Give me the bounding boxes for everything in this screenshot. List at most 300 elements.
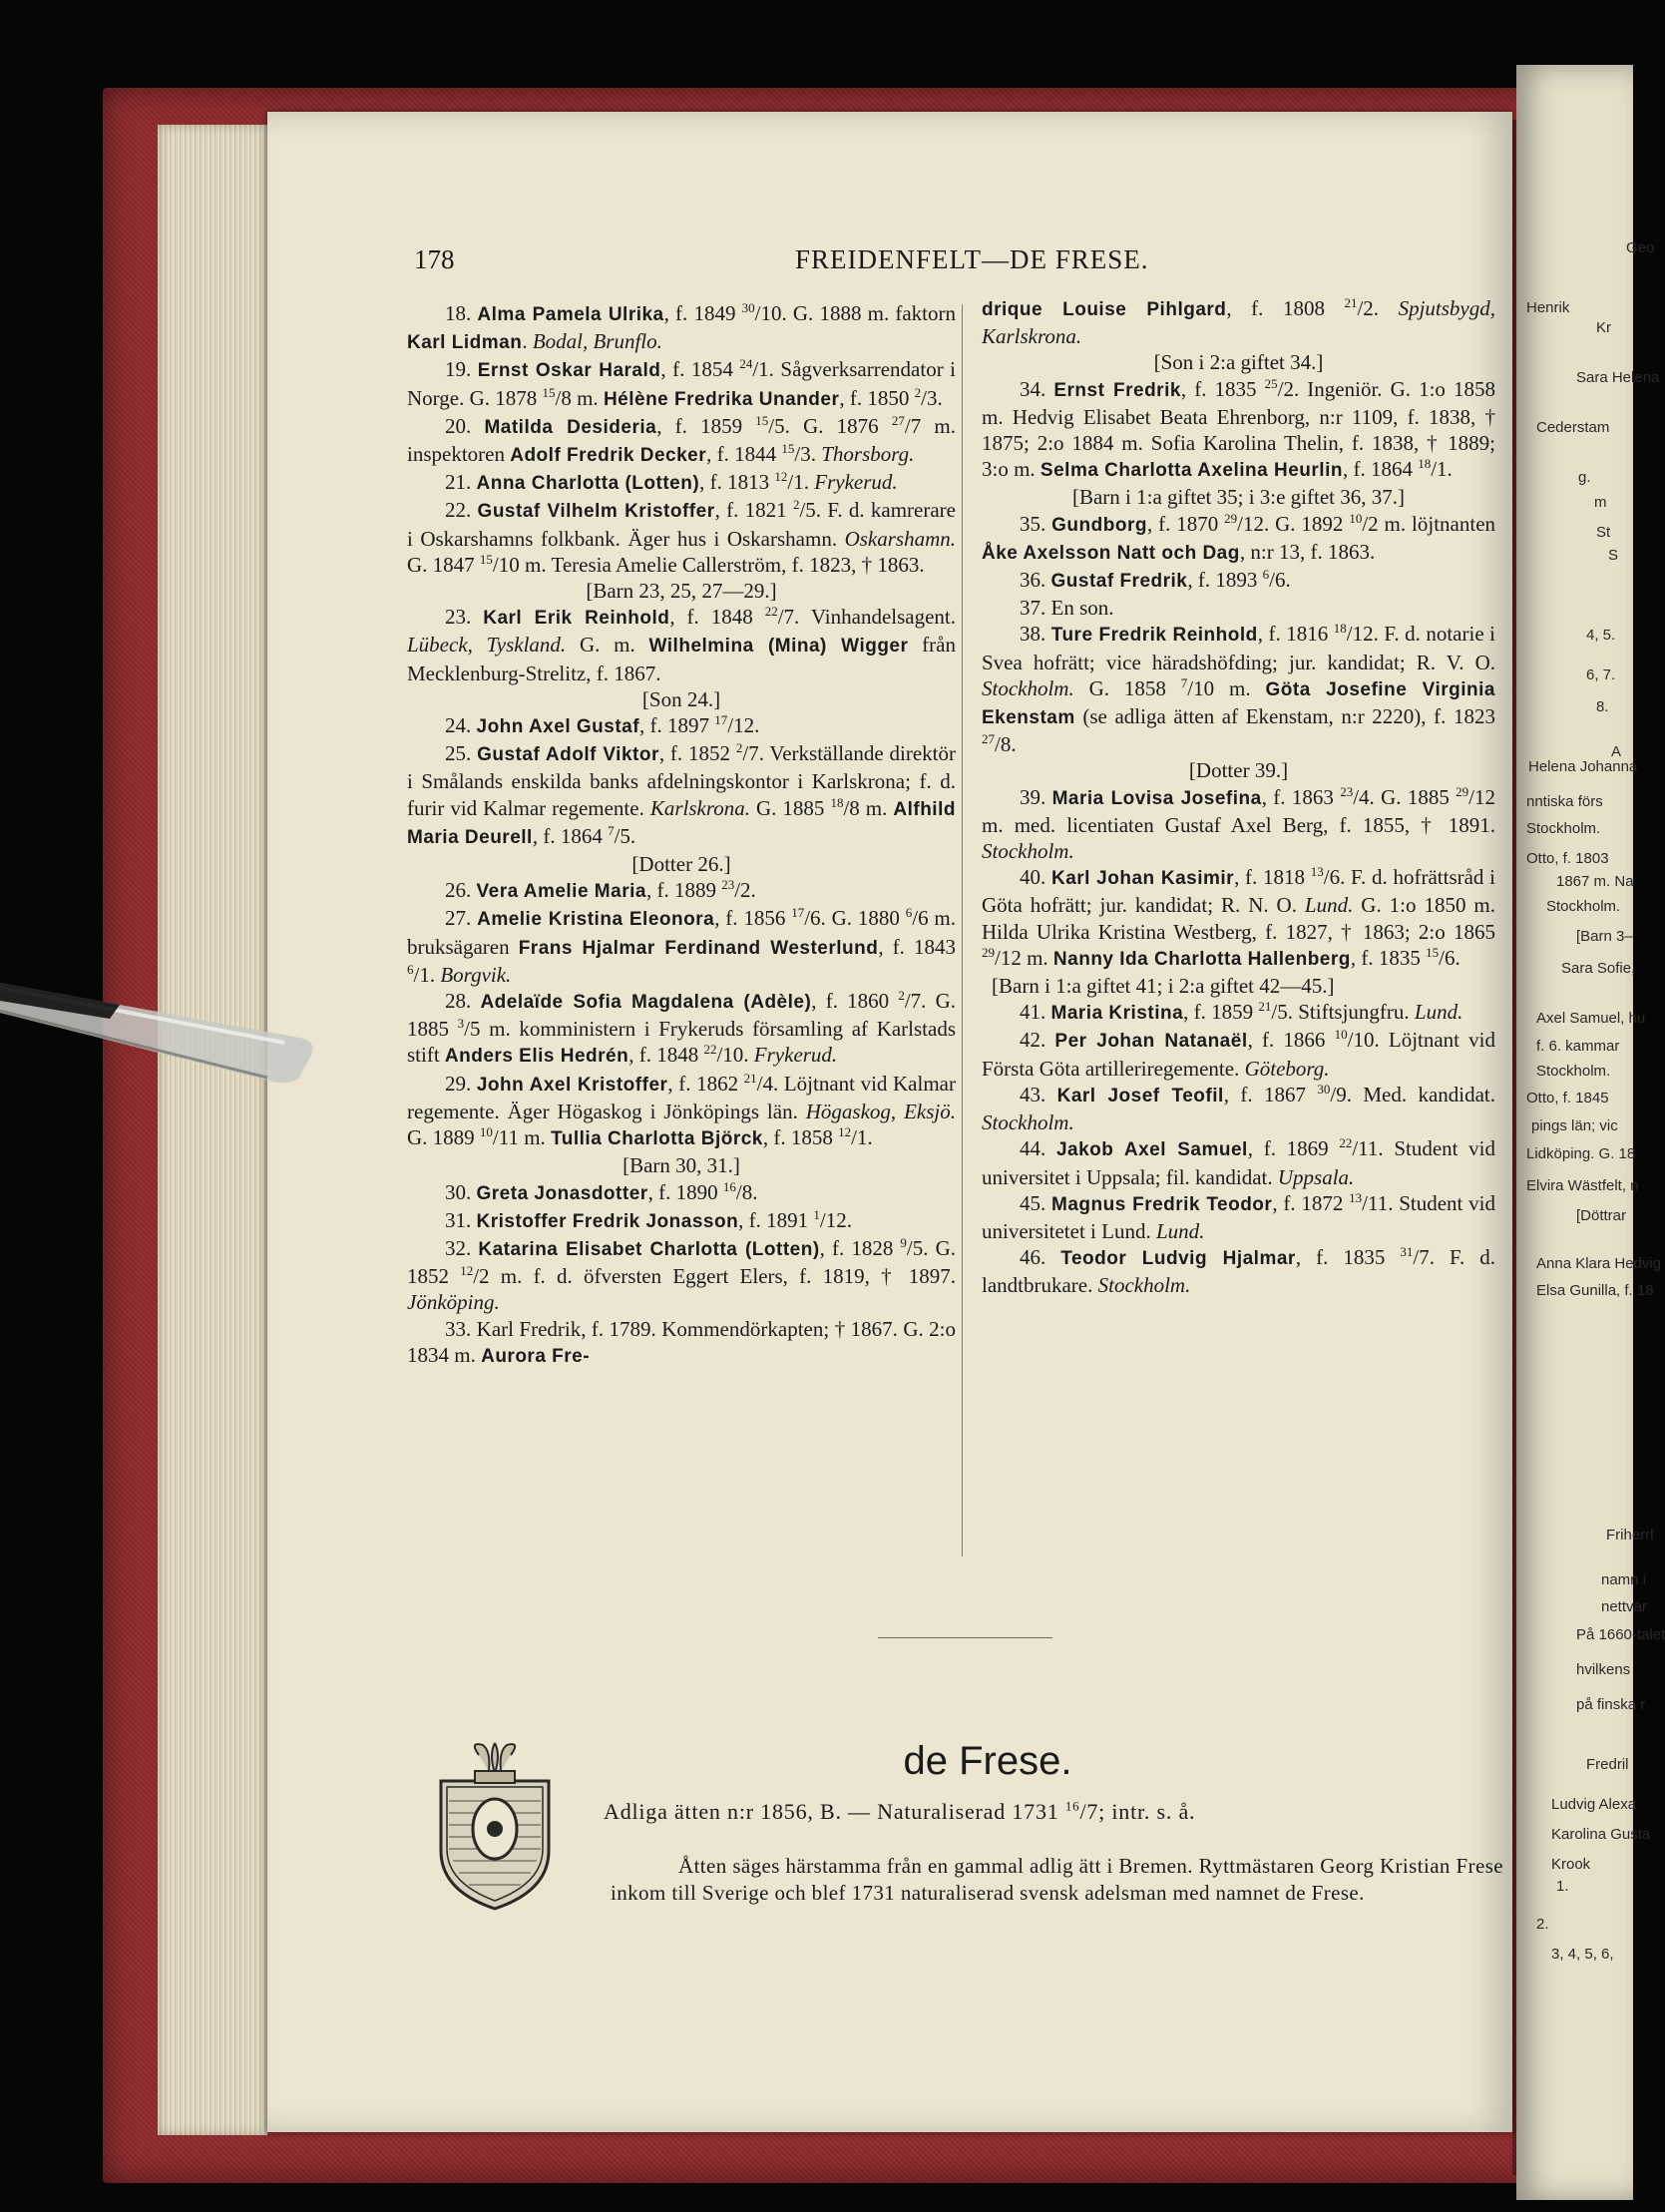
date-day: 12 (460, 1263, 474, 1279)
place-name: Jönköping. (407, 1290, 500, 1315)
person-name: Amelie Kristina Eleonora (477, 909, 715, 931)
person-name: Jakob Axel Samuel (1055, 1139, 1248, 1161)
facing-page-text: Axel Samuel, hu (1536, 1010, 1646, 1027)
place-name: Stockholm. (982, 839, 1074, 864)
entry-text: /12 m. med. licentiaten Gustaf Axel Berg, f. 1855, † 1891. (982, 784, 1496, 837)
entry-number: 43. (1020, 1082, 1046, 1106)
entry-number: 46. (1020, 1245, 1046, 1270)
date-day: 23 (721, 877, 735, 893)
entry-text: , f. 1897 (639, 713, 715, 738)
entry-number: 39. (1020, 784, 1046, 809)
genealogy-entry (982, 1082, 1495, 1135)
entry-text: /5. (614, 823, 636, 848)
facing-page-text: pings län; vic (1531, 1117, 1618, 1134)
facing-page-text: Stockholm. (1536, 1063, 1611, 1080)
right-column (982, 295, 1495, 1299)
facing-page-text: Karolina Gusta (1551, 1826, 1651, 1843)
issue-note: [Barn i 1:a giftet 41; i 2:a giftet 42—45.] (992, 974, 1335, 999)
entry-text: , f. 1854 (660, 357, 740, 382)
date-day: 6 (905, 905, 913, 921)
entry-text: /1. (787, 470, 815, 495)
date-day: 23 (1340, 783, 1354, 799)
facing-page-text: Krook (1551, 1856, 1591, 1873)
issue-note: [Son i 2:a giftet 34.] (1153, 350, 1324, 375)
entry-text: /6 m. bruksägaren (407, 906, 957, 959)
entry-text: G. m. (566, 633, 649, 658)
entry-number: 31. (445, 1207, 472, 1232)
entry-text: /6. (1269, 568, 1291, 593)
date-day: 12 (838, 1124, 852, 1140)
genealogy-entry (407, 469, 956, 497)
entry-text: En son. (1050, 596, 1114, 621)
genealogy-entry (407, 988, 956, 1071)
entry-text: , f. 1813 (699, 470, 775, 495)
entry-number: 34. (1020, 376, 1046, 401)
entry-text: /3. (921, 385, 943, 410)
person-name: Teodor Ludvig Hjalmar (1060, 1248, 1296, 1270)
person-name: Selma Charlotta Axelina Heurlin (1040, 460, 1343, 482)
place-name: Oskarshamn. (844, 526, 956, 551)
genealogy-entry (982, 1244, 1495, 1298)
person-name: Hélène Fredrika Unander (603, 388, 840, 410)
entry-text: G. 1858 (1073, 675, 1181, 700)
date-day: 10 (1349, 510, 1363, 526)
facing-page-text: 2. (1536, 1916, 1549, 1933)
entry-text: , f. 1821 (714, 498, 793, 523)
person-name: Karl Erik Reinhold (483, 608, 670, 630)
entry-text: /2 m. löjtnanten (1362, 511, 1496, 536)
place-name: Stockholm. (1097, 1273, 1191, 1298)
entry-text: , f. 1858 (762, 1125, 839, 1150)
date-day: 9 (900, 1234, 907, 1250)
facing-page-text: 6, 7. (1586, 666, 1616, 683)
entry-number: 25. (445, 741, 472, 766)
facing-page-text: Elsa Gunilla, f. 18 (1536, 1282, 1654, 1299)
facing-page-text: A (1611, 743, 1622, 760)
genealogy-entry (407, 604, 956, 686)
person-name: Karl Johan Kasimir (1050, 868, 1235, 890)
entry-text: /10. G. 1888 m. faktorn (754, 301, 957, 325)
entry-text: /1. Sågverksarrendator i Norge. G. 1878 (407, 357, 957, 410)
entry-text: , f. 1835 (1180, 376, 1265, 401)
genealogy-entry (982, 999, 1495, 1027)
facing-page-text: på finska r (1576, 1696, 1646, 1713)
facing-page-text: g. (1578, 469, 1591, 486)
entry-text: /1. (413, 962, 441, 987)
date-day: 22 (764, 604, 778, 620)
facing-page-text: nntiska förs (1526, 793, 1603, 810)
person-name: Katarina Elisabet Charlotta (Lotten) (478, 1238, 820, 1260)
entry-text: /8 m. (555, 385, 604, 410)
date-day: 2 (898, 988, 905, 1004)
date-day: 31 (1400, 1244, 1414, 1260)
person-name: Gustaf Adolf Viktor (477, 744, 659, 766)
entry-text: /1. (851, 1125, 873, 1150)
entry-text: , f. 1869 (1247, 1136, 1340, 1161)
date-day: 15 (755, 412, 769, 428)
entry-text: , f. 1866 (1247, 1028, 1335, 1053)
genealogy-entry (407, 1207, 956, 1235)
facing-page-text: Helena Johanna (1528, 758, 1638, 775)
person-name: Alma Pamela Ulrika (477, 304, 664, 325)
entry-text: , f. 1863 (1261, 784, 1341, 809)
entry-text: /12. F. d. notarie i Svea hofrätt; vice häradshöfding; jur. kandidat; R. V. O. (982, 622, 1495, 674)
facing-page-text: [Barn 3– (1576, 928, 1633, 945)
date-day: 6 (407, 961, 414, 977)
entry-text: G. 1885 (750, 795, 831, 820)
place-name: Karlskrona. (649, 795, 750, 820)
entry-number: 35. (1020, 511, 1046, 536)
date-day: 7 (1180, 674, 1188, 690)
family-subtitle: Adliga ätten n:r 1856, B. — Naturaliserad 1731 $^{16}$/7; intr. s. å. (604, 1798, 1196, 1824)
entry-text: , f. 1835 (1295, 1245, 1401, 1270)
facing-page-text: Otto, f. 1803 (1526, 850, 1609, 867)
entry-number: 29. (445, 1071, 472, 1096)
genealogy-entry (982, 567, 1495, 595)
date-day: 1 (813, 1206, 820, 1222)
date-day: 2 (735, 740, 743, 756)
entry-text: G. 1:o 1850 m. Hilda Ulrika Kristina Westberg, f. 1827, † 1863; 2:o 1865 (982, 893, 1495, 944)
entry-text: /2. Ingeniör. G. 1:o 1858 m. Hedvig Elisabet Beata Ehrenborg, n:r 1109, f. 1838, † 1875; 2:o 1884 m. Sofia Karolina Thelin, f. 1838, † 1889; 3:o m. (982, 376, 1495, 482)
date-day: 12 (774, 469, 788, 485)
entry-number: 21. (445, 470, 472, 495)
person-name: Anders Elis Hedrén (444, 1046, 629, 1068)
facing-page-text: Ludvig Alexa (1551, 1796, 1637, 1813)
entry-number: 27. (445, 906, 472, 931)
date-day: 2 (792, 497, 800, 513)
entry-number: 37. (1020, 596, 1046, 621)
entry-text: /10. (716, 1043, 754, 1068)
entry-text: . (522, 329, 533, 354)
person-name: Greta Jonasdotter (476, 1182, 648, 1204)
facing-page-text: Kr (1596, 319, 1611, 336)
date-day: 29 (1224, 510, 1238, 526)
person-name: Maria Kristina (1050, 1003, 1184, 1025)
facing-page-text: St (1596, 524, 1611, 541)
person-name: Frans Hjalmar Ferdinand Westerlund (518, 937, 879, 959)
entry-text: , f. 1889 (645, 878, 722, 903)
place-name: Högaskog, Eksjö. (805, 1099, 956, 1123)
date-day: 17 (714, 712, 728, 728)
entry-number: 38. (1020, 622, 1046, 647)
place-name: Göteborg. (1244, 1056, 1330, 1081)
person-name: Aurora Fre- (481, 1345, 591, 1367)
entry-text: , f. 1816 (1257, 622, 1334, 647)
person-name: Adolf Fredrik Decker (510, 445, 707, 467)
entry-text: /2. (734, 878, 756, 903)
entry-text: /6. F. d. hofrättsråd i Göta hofrätt; jur. kandidat; R. N. O. (982, 865, 1495, 918)
gutter (1512, 120, 1516, 2175)
entry-text: G. 1889 (407, 1125, 480, 1150)
genealogy-entry (982, 295, 1495, 349)
entry-text: , f. 1859 (656, 413, 756, 438)
entry-text: /8. (735, 1179, 758, 1204)
facing-page-text: Elvira Wästfelt, n (1526, 1177, 1639, 1194)
place-name: Frykerud. (814, 470, 898, 495)
person-name: Wilhelmina (Mina) Wigger (648, 636, 909, 658)
entry-text: /12. (727, 713, 760, 738)
date-day: 10 (479, 1124, 493, 1140)
place-name: Borgvik. (440, 962, 512, 987)
person-name: Göta Josefine Virginia Ekenstam (982, 678, 1496, 729)
genealogy-entry (407, 712, 956, 740)
entry-text: , f. 1870 (1146, 511, 1225, 536)
entry-text: , f. 1848 (628, 1043, 704, 1068)
entry-number: 33. (445, 1316, 472, 1341)
entry-text: /5 m. komministern i Frykeruds församling af Karlstads stift (407, 1017, 957, 1068)
entry-text: , f. 1818 (1234, 865, 1311, 890)
date-day: 25 (1264, 375, 1278, 391)
date-day: 27 (982, 731, 995, 747)
person-name: Gustaf Vilhelm Kristoffer (477, 501, 715, 523)
date-day: 17 (791, 905, 805, 921)
person-name: Maria Lovisa Josefina (1051, 787, 1262, 809)
facing-page-text: Stockholm. (1546, 898, 1621, 915)
place-name: Lund. (1155, 1218, 1205, 1243)
entry-text: , f. 1848 (669, 605, 765, 630)
facing-page-text: nettvär (1601, 1598, 1647, 1615)
facing-page-text: Cederstam (1536, 419, 1610, 436)
person-name: Ture Fredrik Reinhold (1050, 625, 1258, 647)
facing-page-text: hvilkens (1576, 1661, 1631, 1678)
person-name: Nanny Ida Charlotta Hallenberg (1052, 948, 1351, 970)
entry-text: /11 m. (492, 1125, 552, 1150)
entry-number: 26. (445, 878, 472, 903)
date-day: 15 (542, 384, 556, 400)
entry-number: 23. (445, 605, 472, 630)
entry-number: 22. (445, 498, 472, 523)
person-name: Ernst Oskar Harald (477, 360, 661, 382)
place-name: Stockholm. (982, 1110, 1074, 1135)
family-title: de Frese. (903, 1739, 1072, 1783)
date-day: 15 (1426, 944, 1440, 960)
entry-text: , f. 1891 (738, 1207, 814, 1232)
date-day: 29 (982, 944, 995, 960)
coat-of-arms-icon (429, 1741, 561, 1911)
family-description: Åtten säges härstamma från en gammal adlig ätt i Bremen. Ryttmästaren Georg Kristian Frese inkom till Sverige och blef 1731 naturaliserad svensk adelsman med namnet de Frese. (611, 1854, 1503, 1905)
genealogy-entry (407, 300, 956, 356)
entry-text: /12. (819, 1207, 853, 1232)
entry-text: , n:r 13, f. 1863. (1239, 539, 1376, 564)
genealogy-entry (407, 413, 956, 469)
entry-text: Karl Fredrik (476, 1316, 582, 1341)
date-day: 29 (1456, 783, 1469, 799)
genealogy-entry (982, 595, 1495, 621)
place-name: Uppsala. (1277, 1164, 1355, 1189)
entry-number: 44. (1020, 1136, 1046, 1161)
entry-text: , f. 1835 (1350, 945, 1427, 970)
facing-page-text: Geo (1626, 239, 1655, 256)
entry-number: 24. (445, 713, 472, 738)
place-name: Stockholm. (982, 675, 1074, 700)
entry-text: (se adliga ätten af Ekenstam, n:r 2220), f. 1823 (1074, 704, 1495, 729)
facing-page-text: Otto, f. 1845 (1526, 1090, 1609, 1106)
page-edges (158, 125, 267, 2135)
date-day: 15 (479, 551, 493, 567)
facing-page-text: 8. (1596, 698, 1609, 715)
entry-text: /8 m. (843, 795, 894, 820)
entry-number: 30. (445, 1179, 472, 1204)
entry-text: /5. G. 1876 (768, 413, 892, 438)
facing-page (1516, 65, 1665, 2200)
date-day: 13 (1349, 1189, 1363, 1205)
entry-number: 19. (445, 357, 472, 382)
person-name: Karl Lidman (407, 332, 523, 354)
person-name: Ernst Fredrik (1053, 379, 1181, 401)
person-name: John Axel Gustaf (476, 716, 640, 738)
entry-text: /2 m. f. d. öfversten Eggert Elers, f. 1819, † 1897. (473, 1264, 956, 1289)
date-day: 21 (1258, 999, 1272, 1015)
section-rule (878, 1637, 1052, 1638)
place-name: Thorsborg. (821, 442, 915, 467)
facing-page-text: 3, 4, 5, 6, (1551, 1946, 1614, 1963)
entry-text: , f. 1852 (658, 741, 736, 766)
entry-text: /9. Med. kandidat. (1330, 1082, 1496, 1106)
entry-number: 28. (445, 989, 472, 1014)
entry-text: , f. 1850 (839, 385, 915, 410)
place-name: Bodal, Brunflo. (532, 329, 662, 354)
entry-text: , f. 1844 (706, 442, 782, 467)
entry-text: /12. G. 1892 (1237, 511, 1350, 536)
entry-text: /1. (1431, 457, 1453, 482)
genealogy-entry (982, 864, 1495, 973)
entry-text: /6. G. 1880 (804, 906, 906, 931)
date-day: 15 (781, 441, 795, 457)
entry-text: , f. 1859 (1183, 1000, 1259, 1025)
entry-text: /11. Student vid universitet i Uppsala; fil. kandidat. (982, 1136, 1496, 1189)
entry-text: /7 m. inspektoren (407, 413, 957, 467)
entry-text: , f. 1864 (532, 823, 609, 848)
facing-page-text: På 1660-talet (1576, 1626, 1665, 1643)
entry-text: /5. G. 1852 (407, 1235, 957, 1289)
pointer-stick-icon (0, 983, 319, 1093)
date-day: 30 (741, 300, 755, 315)
entry-text: , f. 1860 (811, 989, 899, 1014)
genealogy-entry (407, 877, 956, 905)
facing-page-text: Henrik (1526, 299, 1570, 316)
date-day: 18 (830, 794, 844, 810)
entry-text: , f. 1808 (1226, 296, 1345, 320)
entry-number: 32. (445, 1235, 472, 1260)
person-name: Alfhild Maria Deurell (407, 798, 956, 848)
date-day: 2 (914, 384, 922, 400)
facing-page-text: namn i (1601, 1571, 1647, 1588)
person-name: Vera Amelie Maria (476, 881, 646, 903)
entry-text: , f. 1856 (714, 906, 792, 931)
person-name: Adelaïde Sofia Magdalena (Adèle) (480, 992, 812, 1014)
date-day: 13 (1310, 864, 1324, 880)
place-name: Lund. (1304, 893, 1354, 918)
date-day: 21 (743, 1070, 757, 1086)
date-day: 18 (1333, 621, 1347, 637)
entry-text: /10 m. Teresia Amelie Callerström, f. 1823, † 1863. (492, 552, 925, 577)
entry-text: /7. G. 1885 (407, 989, 957, 1042)
genealogy-entry (982, 1135, 1495, 1189)
entry-text: , f. 1849 (663, 301, 742, 325)
column-divider (962, 304, 963, 1556)
date-day: 21 (1344, 295, 1358, 310)
person-name: Kristoffer Fredrik Jonasson (476, 1210, 739, 1232)
facing-page-text: Friherrl (1606, 1527, 1654, 1544)
person-name: Magnus Fredrik Teodor (1051, 1193, 1273, 1215)
date-day: 10 (1334, 1027, 1348, 1043)
date-day: 3 (457, 1016, 465, 1032)
facing-page-text: Lidköping. G. 18 (1526, 1145, 1636, 1162)
facing-page-text: Anna Klara Hedvig (1536, 1255, 1662, 1272)
genealogy-entry (407, 1316, 956, 1370)
facing-page-text: f. 6. kammar (1536, 1038, 1620, 1055)
genealogy-entry (407, 497, 956, 578)
date-day: 18 (1418, 456, 1432, 472)
facing-page-text: m (1594, 494, 1607, 511)
person-name: Gustaf Fredrik (1050, 571, 1188, 593)
person-name: Tullia Charlotta Björck (551, 1128, 763, 1150)
entry-text: /10. Löjtnant vid Första Göta artilleriregemente. (982, 1028, 1496, 1081)
entry-text: , f. 1890 (647, 1179, 723, 1204)
entry-number: 45. (1020, 1190, 1046, 1215)
date-day: 6 (1262, 567, 1270, 583)
person-name: Per Johan Natanaël (1054, 1031, 1248, 1053)
issue-note: [Son 24.] (641, 686, 721, 711)
entry-text: /7. Verkställande direktör i Smålands enskilda banks afdelningskontor i Karlskrona; f. d. furir vid Kalmar regemente. (407, 741, 957, 820)
entry-text: , f. 1862 (667, 1071, 744, 1096)
genealogy-entry (407, 1235, 956, 1316)
person-name: Gundborg (1051, 514, 1147, 536)
issue-note: [Barn 23, 25, 27—29.] (586, 579, 777, 604)
issue-note: [Dotter 26.] (631, 852, 731, 877)
entry-number: 36. (1020, 568, 1046, 593)
genealogy-entry (982, 621, 1495, 757)
person-name: Anna Charlotta (Lotten) (476, 473, 700, 495)
facing-page-text: Sara Sofie, (1561, 960, 1636, 977)
genealogy-entry (982, 784, 1495, 865)
date-day: 16 (722, 1178, 736, 1194)
issue-note: [Barn i 1:a giftet 35; i 3:e giftet 36, 37.] (1071, 485, 1405, 510)
genealogy-entry (982, 1027, 1495, 1081)
entry-text: /6. (1439, 945, 1460, 970)
place-name: Lübeck, Tyskland. (407, 633, 567, 658)
entry-text: /11. Student vid universitetet i Lund. (982, 1190, 1495, 1243)
place-name: Frykerud. (753, 1043, 838, 1068)
date-day: 7 (608, 822, 615, 838)
entry-number: 40. (1020, 865, 1046, 890)
person-name: drique Louise Pihlgard (982, 299, 1227, 320)
place-name: Lund. (1414, 1000, 1463, 1025)
facing-page-text: 1. (1556, 1878, 1569, 1895)
entry-text: /5. Stiftsjungfru. (1271, 1000, 1415, 1025)
genealogy-entry (407, 1071, 956, 1153)
genealogy-entry (982, 511, 1495, 567)
date-day: 30 (1317, 1081, 1331, 1097)
facing-page-text: Fredril (1586, 1756, 1629, 1773)
facing-page-text: [Döttrar (1576, 1207, 1627, 1224)
person-name: Karl Josef Teofil (1056, 1085, 1224, 1106)
entry-text: , f. 1893 (1187, 568, 1263, 593)
entry-text: från Mecklenburg-Strelitz, f. 1867. (407, 633, 956, 685)
entry-text: , f. 1872 (1272, 1190, 1350, 1215)
entry-text: , f. 1789. Kommendörkapten; † 1867. G. 2:o 1834 m. (407, 1316, 957, 1367)
page-number: 178 (414, 244, 455, 274)
facing-page-text: Stockholm. (1526, 820, 1601, 837)
entry-text: , f. 1864 (1342, 457, 1419, 482)
facing-page-text: 1867 m. Na (1556, 873, 1634, 890)
genealogy-entry (982, 1190, 1495, 1244)
left-column (407, 300, 956, 1370)
facing-page-text: 4, 5. (1586, 627, 1616, 644)
entry-text: , f. 1828 (819, 1235, 901, 1260)
date-day: 22 (1339, 1135, 1353, 1151)
genealogy-entry (407, 905, 956, 988)
